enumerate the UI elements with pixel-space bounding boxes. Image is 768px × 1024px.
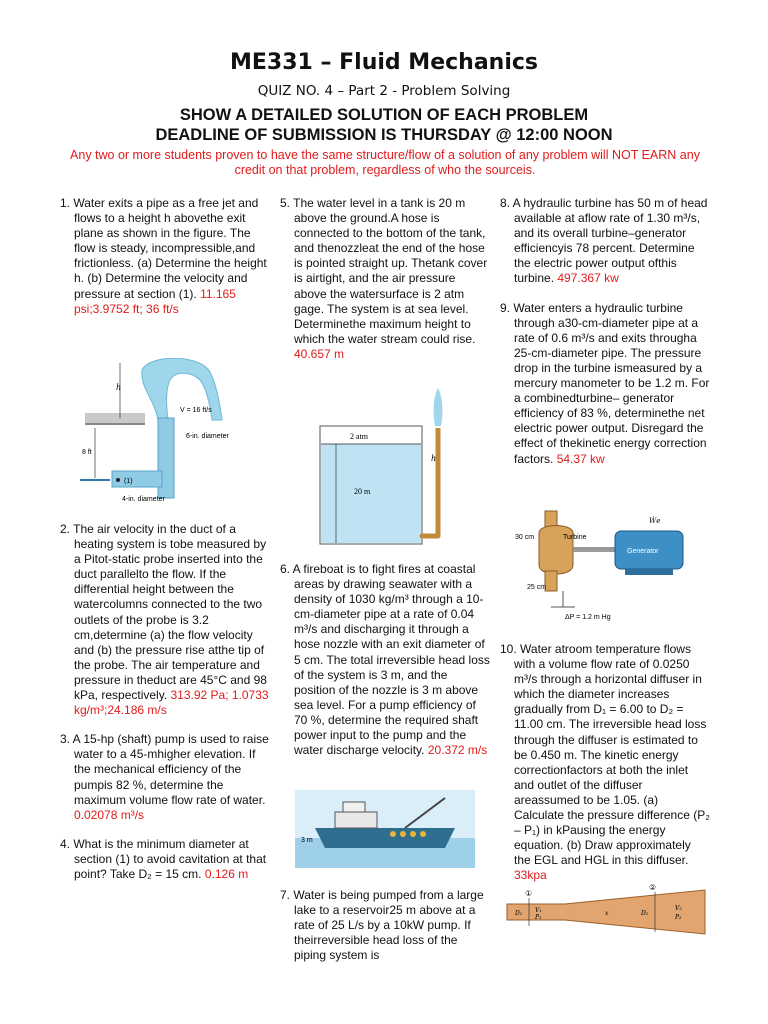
fig-label-station2: ② (649, 883, 657, 892)
fountain-figure (80, 358, 270, 508)
problem-text: 6. A fireboat is to fight fires at coastal areas by drawing seawater with a density of 1030 kg/m³ through a 10-cm-diameter pipe at a rate of 0.04 m³/s and discharging it through a hose nozzle with an exit diameter of 5 cm. The total irreversible head loss of the system is 3 m, and the position of the nozzle is 3 m above sea level. For a pump efficiency of 70 %, determine the required shaft power input to the pump and the water discharge velocity. (280, 562, 490, 758)
column-right-lower (500, 642, 710, 884)
tank-figure (318, 388, 468, 548)
problem-text: 10. Water atroom temperature flows with a volume flow rate of 0.0250 m³/s through a horizontal diffuser in which the diameter increases gradually from D₁ = 6.00 to D₂ = 11.00 cm. The irreversible head loss through the diffuser is estimated to be 0.450 m. The kinetic energy correctionfactors at both the inlet and outlet of the diffuser areassumed to be 1.05. (a) Calculate the pressure difference (P₂ – P₁) in kPausing the energy equation. (b) Draw approximately the EGL and HGL in this diffuser. (500, 642, 710, 868)
fig-label-d2: D₂ (641, 910, 649, 917)
problem-text: 1. Water exits a pipe as a free jet and flows to a height h abovethe exit plane as shown in the figure. The flow is steady, incompressible,and frictionless. (a) Determine the height h. (b) Determine the velocity and pressure at section (1). (60, 196, 267, 301)
column-left-lower (60, 522, 275, 882)
fireboat-figure (295, 790, 475, 868)
plagiarism-notice: Any two or more students proven to have the same structure/flow of a solution of any problem will NOT EARN any credit on that problem, regardless of who the sourceis. (70, 148, 700, 177)
problem-answer: 313.92 Pa; 1.0733 kg/m³;24.186 m/s (74, 688, 269, 718)
fig-label-x: x (605, 910, 609, 917)
problem-6 (280, 562, 490, 758)
column-middle (280, 196, 490, 362)
column-middle-bottom (280, 888, 490, 963)
fig-label-h: h (116, 383, 122, 392)
problem-10 (500, 642, 710, 884)
problem-answer: 54.37 kw (556, 451, 605, 466)
column-middle-lower (280, 562, 490, 758)
column-left (60, 196, 275, 317)
problem-9 (500, 301, 710, 467)
page-title: ME331 – Fluid Mechanics (229, 50, 539, 75)
problem-2 (60, 522, 275, 718)
fig-label-section1: (1) (124, 478, 133, 485)
quiz-subtitle: QUIZ NO. 4 – Part 2 - Problem Solving (257, 83, 511, 99)
problem-3 (60, 732, 275, 823)
problem-text: 3. A 15-hp (shaft) pump is used to raise water to a 45-mhigher elevation. If the mechanical efficiency of the pumpis 82 %, determine the maximum volume flow rate of water. (60, 732, 269, 807)
problem-answer: 40.657 m (294, 346, 345, 361)
fig-label-6in: 6-in. diameter (186, 433, 229, 440)
problem-5 (280, 196, 490, 362)
problem-answer: 0.02078 m³/s (74, 807, 145, 822)
fig-label-tank-h: h (431, 454, 437, 463)
deadline-heading: DEADLINE OF SUBMISSION IS THURSDAY @ 12:00 NOON (155, 126, 613, 144)
problem-answer: 33kpa (514, 868, 547, 883)
problem-1 (60, 196, 275, 317)
turbine-figure (515, 503, 705, 623)
column-right (500, 196, 710, 467)
fig-label-2atm: 2 atm (350, 432, 368, 441)
problem-answer: 0.126 m (204, 866, 249, 881)
fig-label-d1: D₁ (515, 910, 523, 917)
fig-label-station1: ① (525, 889, 533, 898)
instruction-heading: SHOW A DETAILED SOLUTION OF EACH PROBLEM (179, 106, 589, 124)
diffuser-figure (505, 882, 715, 942)
fig-label-25cm: 25 cm (527, 584, 547, 591)
problem-text: 7. Water is being pumped from a large lake to a reservoir25 m above at a rate of 25 L/s by a 10kW pump. If theirreversible head loss of the piping system is (280, 888, 484, 963)
fig-label-8ft: 8 ft (82, 449, 92, 456)
problem-text: 5. The water level in a tank is 20 m above the ground.A hose is connected to the bottom of the tank, and thenozzleat the end of the hose is pointed straight up. Thetank cover is airtight, and the air pressure above the watersurface is 2 atm gage. The system is at sea level. Determinethe maximum height to which the water stream could rise. (280, 196, 488, 346)
problem-text: 9. Water enters a hydraulic turbine through a30-cm-diameter pipe at a rate of 0.6 m³/s and exits througha 25-cm-diameter pipe. The pressure drop in the turbine ismeasured by a mercury manometer to be 1.2 m. For a combinedturbine– generator efficiency of 83 %, determinethe net electric power output. Disregard the effect of thekinetic energy correction factors. (500, 300, 710, 466)
fig-label-turbine: Turbine (563, 534, 587, 541)
problem-text: 4. What is the minimum diameter at section (1) to avoid cavitation at that point? Take D₂ = 15 cm. (60, 836, 267, 881)
problem-4 (60, 837, 275, 882)
fig-label-20m: 20 m (354, 487, 371, 496)
problem-answer: 497.367 kw (557, 271, 619, 286)
fig-label-3m: 3 m (301, 837, 313, 844)
fig-label-pressure-drop: ΔP = 1.2 m Hg (565, 614, 611, 621)
fig-label-30cm: 30 cm (515, 534, 535, 541)
fig-label-v2: V₂ (675, 905, 682, 912)
fig-label-power: Ẇe (649, 517, 661, 525)
problem-7 (280, 888, 490, 963)
fig-label-4in: 4-in. diameter (122, 496, 165, 503)
fig-label-v1: V₁ (535, 907, 542, 914)
fig-label-generator: Generator (627, 548, 659, 555)
problem-text: 8. A hydraulic turbine has 50 m of head available at aflow rate of 1.30 m³/s, and its overall turbine–generator efficiencyis 78 percent. Determine the electric power output ofthis turbine. (500, 196, 708, 286)
fig-label-p2: P₂ (675, 914, 682, 921)
fig-label-p1: P₁ (535, 914, 542, 921)
problem-text: 2. The air velocity in the duct of a heating system is tobe measured by a Pitot-static probe inserted into the duct parallelto the flow. If the differential height between the watercolumns connected to the two outlets of the probe is 3.2 cm,determine (a) the flow velocity and (b) the pressure rise atthe tip of the probe. The air temperature and pressure in theduct are 45°C and 98 kPa, respectively. (60, 522, 267, 703)
problem-8 (500, 196, 710, 287)
problem-answer: 11.165 psi;3.9752 ft; 36 ft/s (74, 286, 236, 316)
problem-answer: 20.372 m/s (427, 743, 488, 758)
fig-label-velocity: V = 16 ft/s (180, 407, 212, 414)
